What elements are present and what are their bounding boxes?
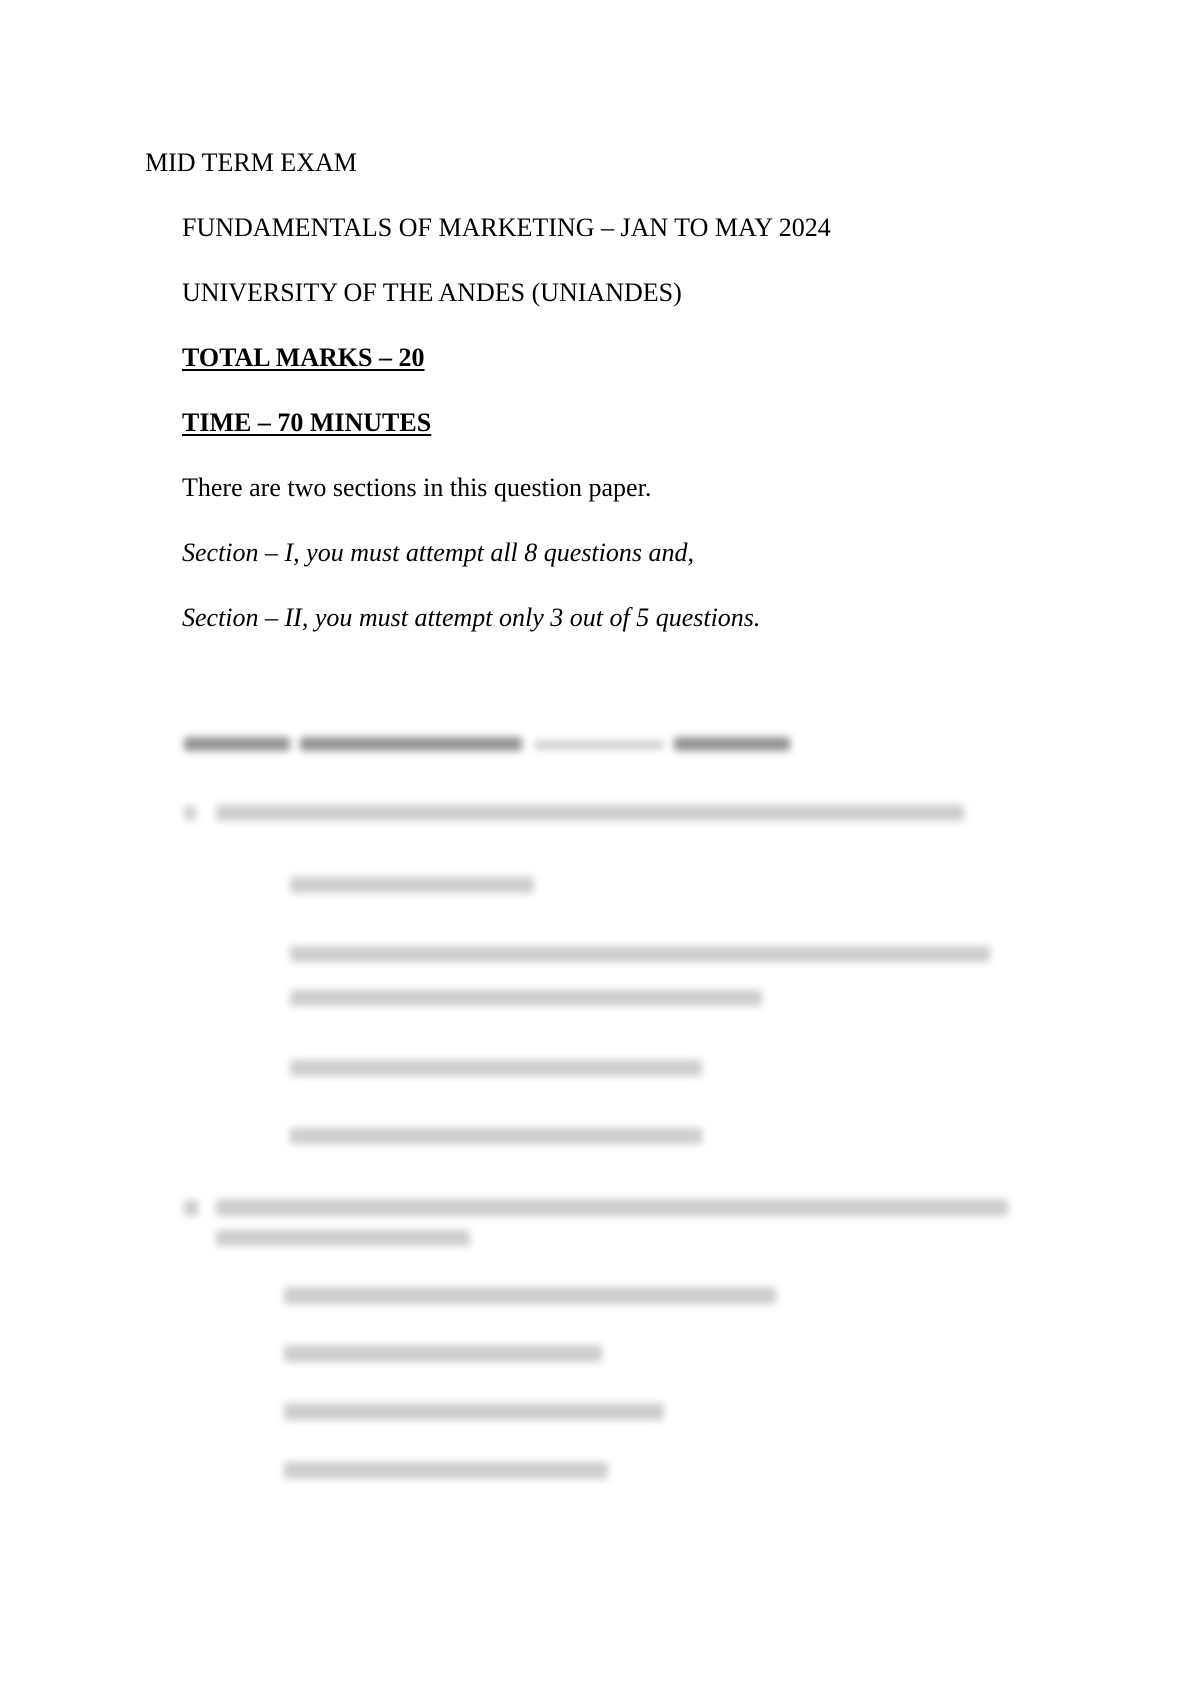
blurred-text xyxy=(216,1199,1008,1216)
blurred-text xyxy=(284,1287,776,1304)
blurred-text xyxy=(290,1060,702,1076)
blurred-text xyxy=(290,877,534,893)
blurred-text xyxy=(674,737,790,751)
course-title: FUNDAMENTALS OF MARKETING – JAN TO MAY 2024 xyxy=(182,213,831,242)
blurred-text xyxy=(216,805,964,821)
blurred-text xyxy=(284,1345,602,1362)
total-marks: TOTAL MARKS – 20 xyxy=(182,343,425,372)
time-limit: TIME – 70 MINUTES xyxy=(182,408,432,437)
blurred-text xyxy=(216,1230,470,1246)
blurred-text xyxy=(184,1200,198,1216)
blurred-text xyxy=(284,1462,608,1479)
exam-title: MID TERM EXAM xyxy=(145,148,357,177)
blurred-text xyxy=(534,741,664,749)
instructions-section-2: Section – II, you must attempt only 3 out of 5 questions. xyxy=(182,603,761,632)
blurred-text xyxy=(290,946,990,962)
blurred-text xyxy=(290,1128,702,1144)
blurred-text xyxy=(300,737,522,751)
blurred-text xyxy=(284,1403,664,1420)
university-name: UNIVERSITY OF THE ANDES (UNIANDES) xyxy=(182,278,682,307)
blurred-text xyxy=(184,806,196,820)
blurred-text xyxy=(184,737,290,751)
instructions-intro: There are two sections in this question paper. xyxy=(182,473,652,502)
instructions-section-1: Section – I, you must attempt all 8 questions and, xyxy=(182,538,695,567)
blurred-text xyxy=(290,990,762,1006)
